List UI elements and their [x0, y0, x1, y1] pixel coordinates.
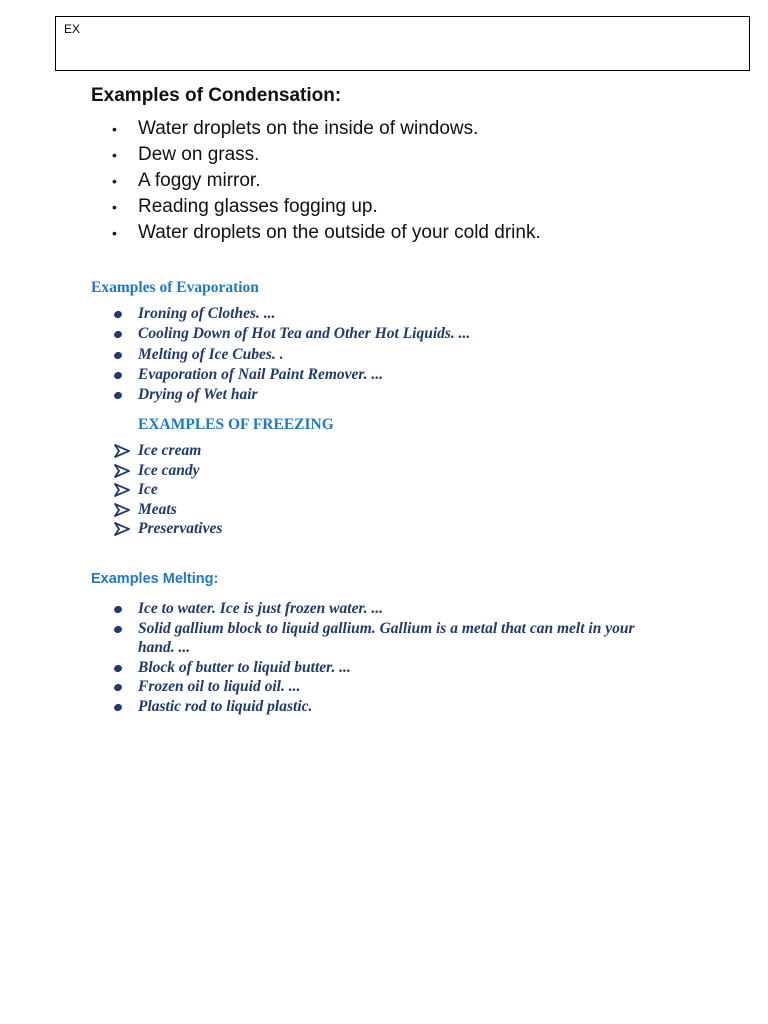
condensation-list — [112, 116, 541, 246]
list-item — [114, 599, 674, 619]
list-item-text: Ice cream — [138, 442, 202, 459]
list-item — [114, 619, 674, 658]
arrow-bullet-icon — [114, 522, 130, 536]
list-item-text: Melting of Ice Cubes. . — [138, 345, 284, 363]
list-item — [114, 304, 470, 324]
bullet-icon: • — [112, 121, 117, 137]
list-item-text: Meats — [138, 500, 177, 518]
list-item-text: Drying of Wet hair — [138, 386, 258, 404]
dot-bullet-icon — [113, 391, 123, 400]
dot-bullet-icon — [113, 624, 123, 633]
list-item-text: Block of butter to liquid butter. ... — [138, 658, 351, 676]
list-item-text: Ice candy — [138, 461, 200, 479]
list-item-text: Solid gallium block to liquid gallium. Gallium is a metal that can melt in your hand. ... — [138, 619, 635, 657]
list-item — [114, 480, 222, 500]
list-item — [112, 168, 541, 194]
list-item — [114, 441, 222, 461]
list-item-text: A foggy mirror. — [138, 170, 261, 191]
list-item-text: Ice to water. Ice is just frozen water. ... — [138, 600, 383, 617]
arrow-bullet-icon — [114, 464, 130, 478]
dot-bullet-icon — [113, 703, 123, 712]
bullet-icon: • — [112, 147, 117, 163]
condensation-title: Examples of Condensation: — [91, 85, 342, 106]
list-item — [114, 345, 470, 365]
list-item — [112, 116, 541, 142]
bullet-icon: • — [112, 225, 117, 241]
list-item — [112, 220, 541, 246]
dot-bullet-icon — [113, 350, 123, 359]
header-label: EX — [64, 22, 81, 36]
dot-bullet-icon — [113, 330, 123, 339]
list-item — [114, 500, 222, 520]
dot-bullet-icon — [113, 310, 123, 319]
list-item-text: Cooling Down of Hot Tea and Other Hot Liquids. ... — [138, 325, 471, 343]
evaporation-list — [114, 304, 470, 405]
arrow-bullet-icon — [114, 444, 130, 458]
list-item-text: Water droplets on the inside of windows. — [138, 118, 479, 139]
list-item — [114, 385, 470, 405]
list-item-text: Water droplets on the outside of your cold drink. — [138, 222, 541, 243]
dot-bullet-icon — [113, 683, 123, 692]
header-box — [55, 16, 750, 71]
list-item — [114, 697, 674, 717]
list-item — [112, 194, 541, 220]
freezing-list — [114, 441, 222, 539]
list-item-text: Evaporation of Nail Paint Remover. ... — [138, 365, 383, 383]
list-item-text: Dew on grass. — [138, 144, 260, 165]
list-item-text: Ironing of Clothes. ... — [138, 305, 276, 322]
list-item-text: Reading glasses fogging up. — [138, 196, 378, 217]
list-item — [112, 142, 541, 168]
bullet-icon: • — [112, 199, 117, 215]
list-item — [114, 519, 222, 539]
arrow-bullet-icon — [114, 483, 130, 497]
list-item — [114, 461, 222, 481]
melting-title: Examples Melting: — [91, 571, 219, 587]
evaporation-title: Examples of Evaporation — [91, 279, 259, 296]
list-item-text: Preservatives — [138, 520, 223, 538]
arrow-bullet-icon — [114, 503, 130, 517]
list-item — [114, 365, 470, 385]
list-item — [114, 658, 674, 678]
dot-bullet-icon — [113, 371, 123, 380]
list-item-text: Frozen oil to liquid oil. ... — [138, 678, 301, 696]
dot-bullet-icon — [113, 605, 123, 614]
dot-bullet-icon — [113, 664, 123, 673]
list-item — [114, 324, 470, 344]
melting-list — [114, 599, 674, 717]
list-item-text: Plastic rod to liquid plastic. — [138, 697, 313, 715]
list-item — [114, 677, 674, 697]
freezing-title: EXAMPLES OF FREEZING — [138, 416, 334, 433]
bullet-icon: • — [112, 173, 117, 189]
list-item-text: Ice — [138, 481, 158, 499]
